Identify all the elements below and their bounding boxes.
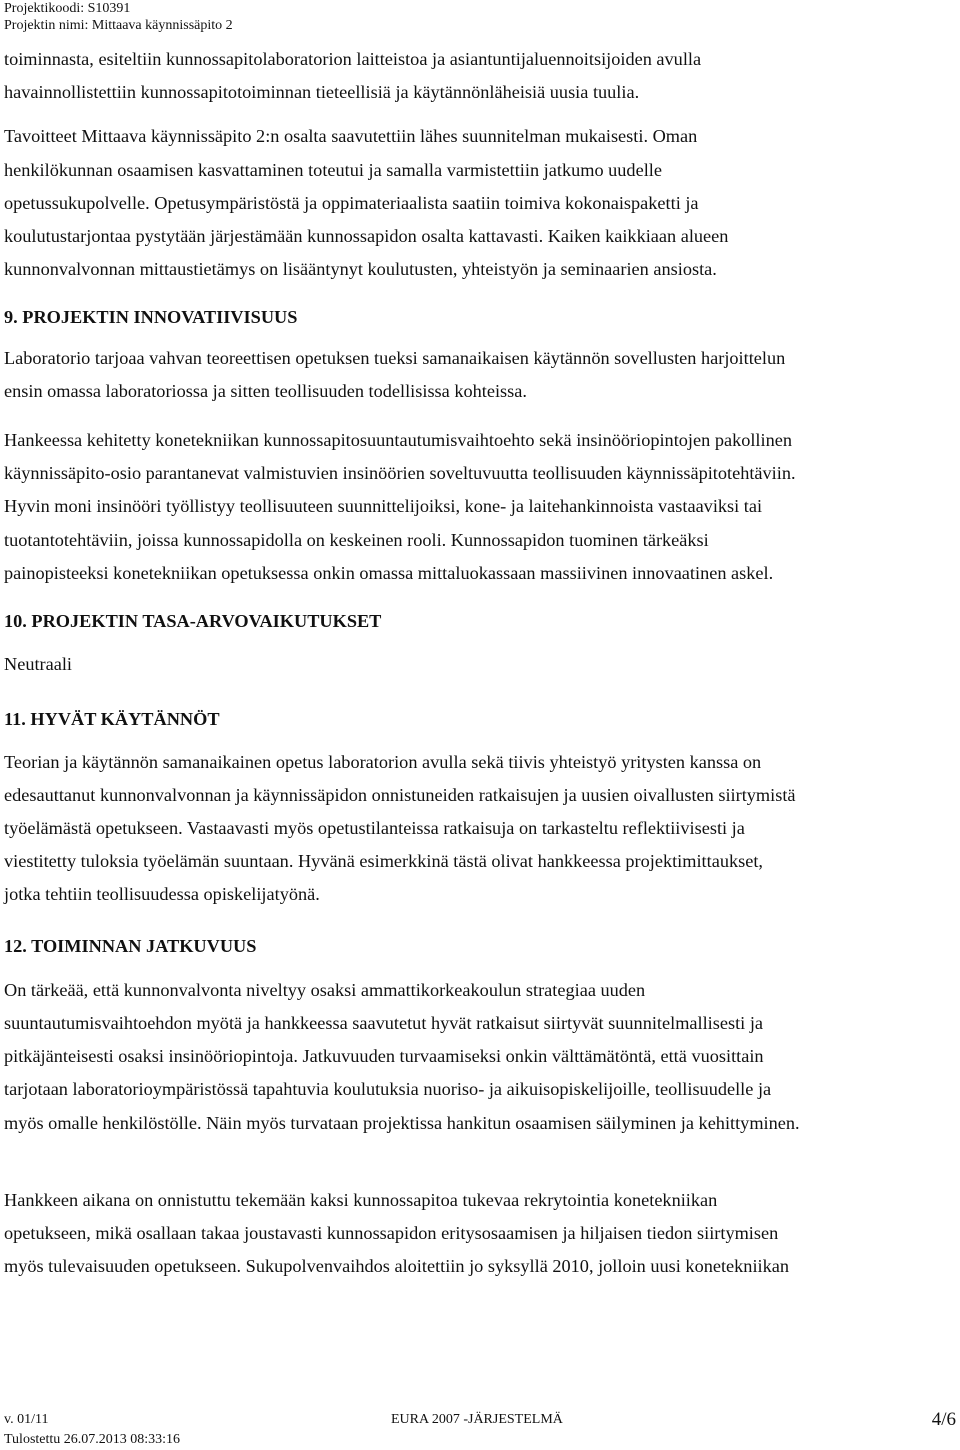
paragraph-goals xyxy=(4,120,956,286)
text-line: Teorian ja käytännön samanaikainen opetus laboratorion avulla sekä tiivis yhteistyö yritysten kanssa on xyxy=(4,751,762,772)
text-line: toiminnasta, esiteltiin kunnossapitolaboratorion laitteistoa ja asiantuntijaluennoitsijoiden avulla xyxy=(4,49,702,69)
version-label: v. 01/11 xyxy=(4,1412,49,1427)
paragraph-good-practices xyxy=(4,746,956,912)
paragraph-recruitment xyxy=(4,1184,956,1284)
text-line: opetussukupolvelle. Opetusympäristöstä ja oppimateriaalista saatiin toimiva kokonaispaketti ja xyxy=(4,192,699,213)
paragraph-laboratory xyxy=(4,342,956,408)
project-name: Projektin nimi: Mittaava käynnissäpito 2 xyxy=(4,18,233,33)
page-number: 4/6 xyxy=(931,1409,956,1430)
project-code: Projektikoodi: S10391 xyxy=(4,1,131,16)
section-heading-equality: 10. PROJEKTIN TASA-ARVOVAIKUTUKSET xyxy=(4,611,382,632)
section-heading-good-practices: 11. HYVÄT KÄYTÄNNÖT xyxy=(4,709,220,730)
text-line: edesauttanut kunnonvalvonnan ja käynnissäpidon onnistuneiden ratkaisujen ja uusien oivallusten siirtymistä xyxy=(4,784,796,805)
text-line: viestitetty tuloksia työelämän suuntaan. Hyvänä esimerkkinä tästä olivat hankkeessa projektimittaukset, xyxy=(4,851,763,872)
text-line: Laboratorio tarjoaa vahvan teoreettisen opetuksen tueksi samanaikaisen käytännön sovellusten harjoittelun xyxy=(4,347,786,368)
text-line: Hankeessa kehitetty konetekniikan kunnossapitosuuntautumisvaihtoehto sekä insinööriopintojen pakollinen xyxy=(4,430,792,451)
paragraph-continuity xyxy=(4,974,956,1140)
text-line: Hankkeen aikana on onnistuttu tekemään kaksi kunnossapitoa tukevaa rekrytointia konetekniikan xyxy=(4,1189,718,1210)
text-line: Tavoitteet Mittaava käynnissäpito 2:n osalta saavutettiin lähes suunnitelman mukaisesti. Oman xyxy=(4,126,698,147)
page-header xyxy=(4,0,233,34)
text-line: painopisteeksi konetekniikan opetuksessa onkin omassa mittaluokassaan massiivinen innovaatinen askel. xyxy=(4,562,774,583)
text-line: koulutustarjontaa pystytään järjestämään kunnossapidon osalta kattavasti. Kaiken kaikkiaan alueen xyxy=(4,226,729,247)
text-line: suuntautumisvaihtoehdon myötä ja hankkeessa saavutetut hyvät ratkaisut siirtyvät suunnitelmallisesti ja xyxy=(4,1013,764,1034)
paragraph-curriculum xyxy=(4,424,956,590)
text-line: myös tulevaisuuden opetukseen. Sukupolvenvaihdos aloitettiin jo syksyllä 2010, jolloin uusi konetekniikan xyxy=(4,1256,789,1277)
system-name: EURA 2007 -JÄRJESTELMÄ xyxy=(391,1412,563,1427)
text-line: henkilökunnan osaamisen kasvattaminen toteutui ja samalla varmistettiin jatkumo uudelle xyxy=(4,159,662,180)
section-heading-innovation: 9. PROJEKTIN INNOVATIIVISUUS xyxy=(4,307,298,328)
paragraph-intro xyxy=(4,43,956,109)
text-line: myös omalle henkilöstölle. Näin myös turvataan projektissa hankitun osaamisen säilyminen ja kehittyminen. xyxy=(4,1112,800,1133)
text-line: Hyvin moni insinööri työllistyy teollisuuteen suunnittelijoiksi, kone- ja laitehankinnoista vastaaviksi tai xyxy=(4,496,763,517)
text-line: havainnollistettiin kunnossapitotoiminnan tieteellisiä ja käytännönläheisiä uusia tuulia. xyxy=(4,82,640,103)
text-line: jotka tehtiin teollisuudessa opiskelijatyönä. xyxy=(4,884,320,905)
text-line: tarjotaan laboratorioympäristössä tapahtuvia koulutuksia nuoriso- ja aikuisopiskelijoille, teollisuudelle ja xyxy=(4,1079,772,1100)
text-line: kunnonvalvonnan mittaustietämys on lisääntynyt koulutusten, yhteistyön ja seminaarien ansiosta. xyxy=(4,259,717,280)
print-timestamp: Tulostettu 26.07.2013 08:33:16 xyxy=(4,1432,181,1447)
paragraph-equality: Neutraali xyxy=(4,654,73,675)
text-line: käynnissäpito-osio parantanevat valmistuvien insinöörien soveltuvuutta teollisuuden käynnissäpitotehtäviin. xyxy=(4,463,796,484)
text-line: ensin omassa laboratoriossa ja sitten teollisuuden todellisissa kohteissa. xyxy=(4,380,527,401)
text-line: työelämästä opetukseen. Vastaavasti myös opetustilanteissa ratkaisuja on tarkasteltu reflektiivisesti ja xyxy=(4,818,745,839)
page-footer xyxy=(4,1408,956,1449)
text-line: pitkäjänteisesti osaksi insinööriopintoja. Jatkuvuuden turvaamiseksi onkin välttämätöntä, että vuosittain xyxy=(4,1046,764,1067)
section-heading-continuity: 12. TOIMINNAN JATKUVUUS xyxy=(4,935,257,956)
text-line: opetukseen, mikä osallaan takaa joustavasti kunnossapidon eritysosaamisen ja hiljaisen tiedon siirtymisen xyxy=(4,1223,779,1244)
text-line: On tärkeää, että kunnonvalvonta niveltyy osaksi ammattikorkeakoulun strategiaa uuden xyxy=(4,979,646,1000)
text-line: tuotantotehtäviin, joissa kunnossapidolla on keskeinen rooli. Kunnossapidon tuominen tärkeäksi xyxy=(4,529,709,550)
document-body xyxy=(4,43,956,1284)
